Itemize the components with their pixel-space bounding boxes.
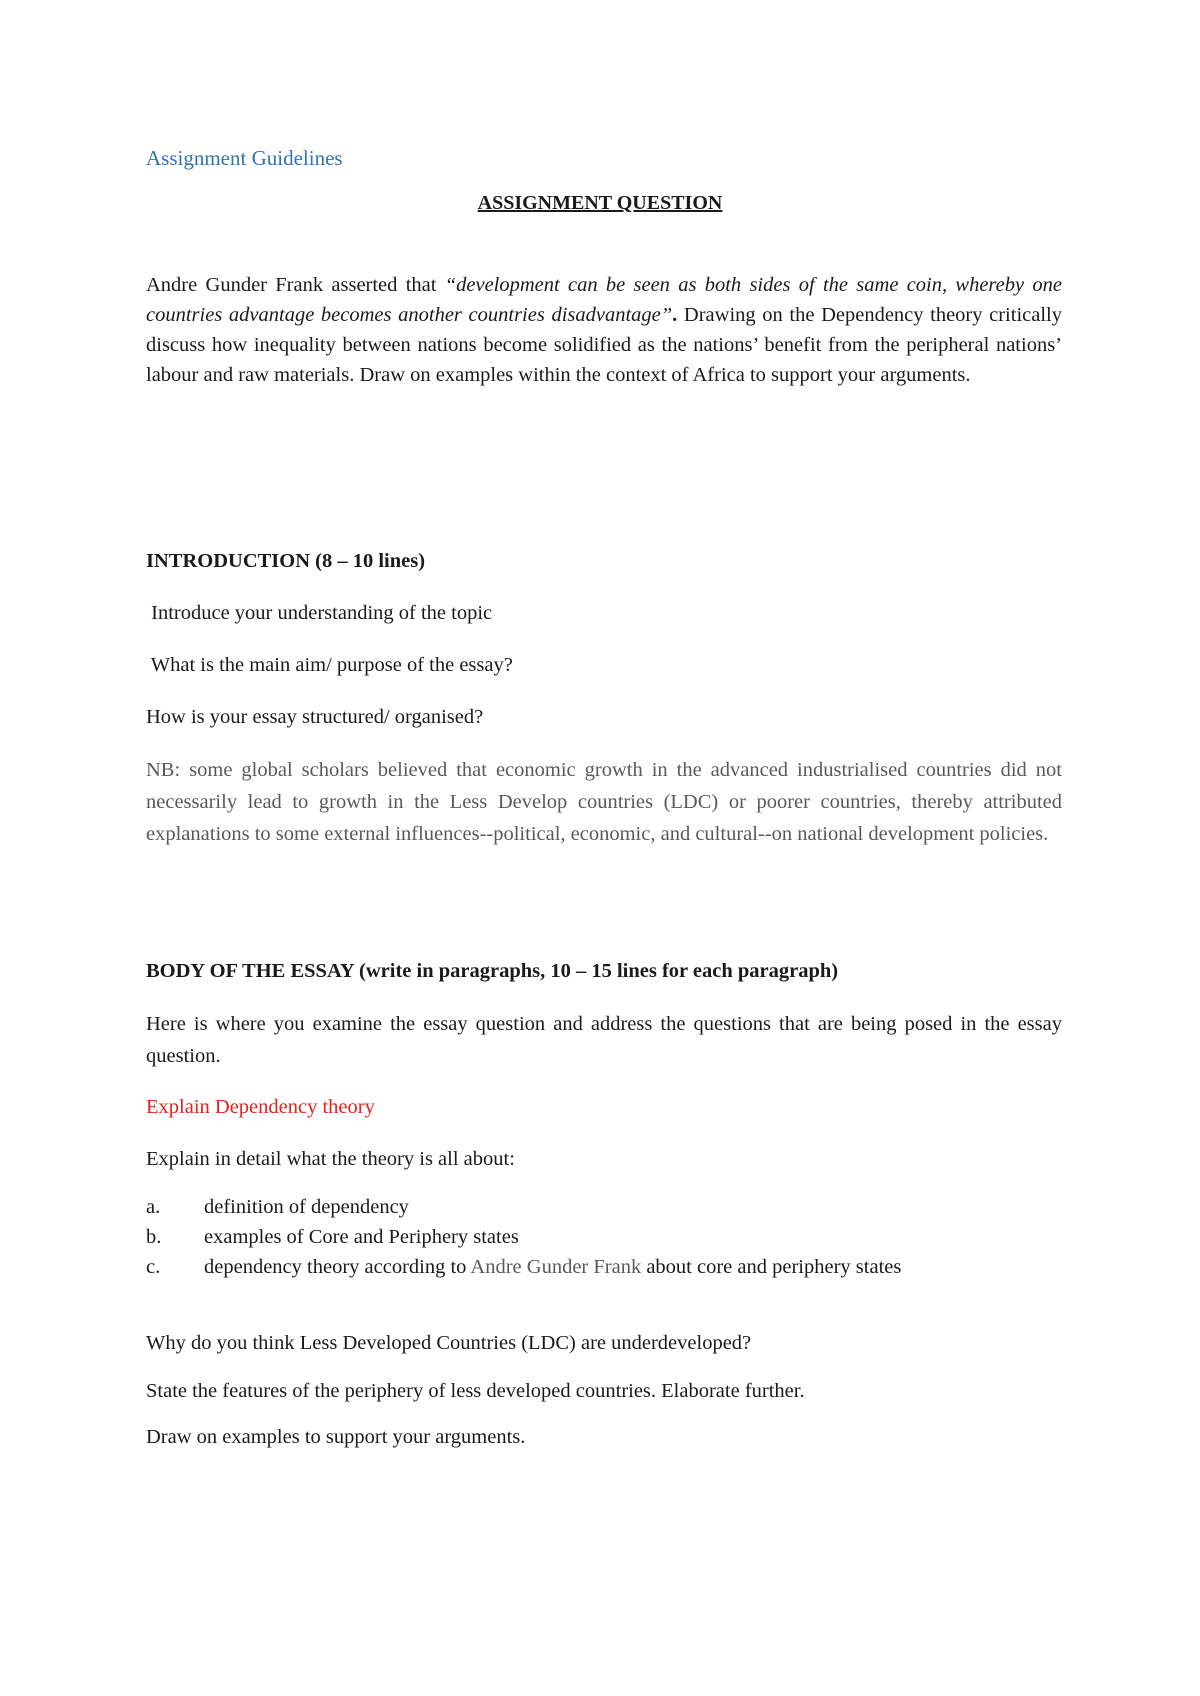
list-item-text-post: about core and periphery states — [641, 1256, 902, 1278]
question-paragraph — [146, 270, 1062, 390]
assignment-question-title: ASSIGNMENT QUESTION — [477, 192, 723, 214]
assignment-guidelines-label: Assignment Guidelines — [146, 146, 343, 170]
list-item-text: definition of dependency — [204, 1196, 409, 1218]
list-item — [146, 1192, 409, 1222]
question-intro: Andre Gunder Frank asserted that — [146, 274, 445, 296]
explain-detail-line: Explain in detail what the theory is all about: — [146, 1148, 515, 1170]
body-heading: BODY OF THE ESSAY (write in paragraphs, 10 – 15 lines for each paragraph) — [146, 960, 839, 982]
list-item — [146, 1222, 519, 1252]
list-marker: b. — [146, 1226, 162, 1248]
intro-point-3: How is your essay structured/ organised? — [146, 706, 484, 728]
list-marker: a. — [146, 1196, 161, 1218]
question-period: . — [672, 304, 678, 326]
body-description: Here is where you examine the essay question and address the questions that are being posed in the essay question. — [146, 1013, 1062, 1067]
list-item — [146, 1252, 901, 1282]
question-quote: “development can be seen as both sides of the same coin, whereby one countries advantage becomes another countries disadvantage” — [146, 274, 1062, 326]
question-periphery-features: State the features of the periphery of less developed countries. Elaborate further. — [146, 1380, 805, 1402]
introduction-heading: INTRODUCTION (8 – 10 lines) — [146, 550, 426, 572]
list-marker: c. — [146, 1256, 161, 1278]
list-item-text-pre: dependency theory according to — [204, 1256, 471, 1278]
intro-point-1: Introduce your understanding of the topic — [146, 602, 493, 624]
nb-note: NB: some global scholars believed that economic growth in the advanced industrialised countries did not necessarily lead to growth in the Less Develop countries (LDC) or poorer countries, thereby attributed explanations to some external influences--political, economic, and cultural--on national development policies. — [146, 759, 1062, 845]
question-ldc-underdeveloped: Why do you think Less Developed Countries (LDC) are underdeveloped? — [146, 1332, 752, 1354]
question-draw-examples: Draw on examples to support your arguments. — [146, 1426, 526, 1448]
intro-point-2: What is the main aim/ purpose of the essay? — [146, 654, 513, 676]
list-item-text: examples of Core and Periphery states — [204, 1226, 519, 1248]
question-rest: Drawing on the Dependency theory critically discuss how inequality between nations become solidified as the nations’ benefit from the peripheral nations’ labour and raw materials. Draw on examples within the context of Africa to support your arguments. — [146, 304, 1062, 386]
andre-gunder-frank-reference: Andre Gunder Frank — [470, 1256, 642, 1278]
explain-dependency-subheading: Explain Dependency theory — [146, 1096, 375, 1118]
